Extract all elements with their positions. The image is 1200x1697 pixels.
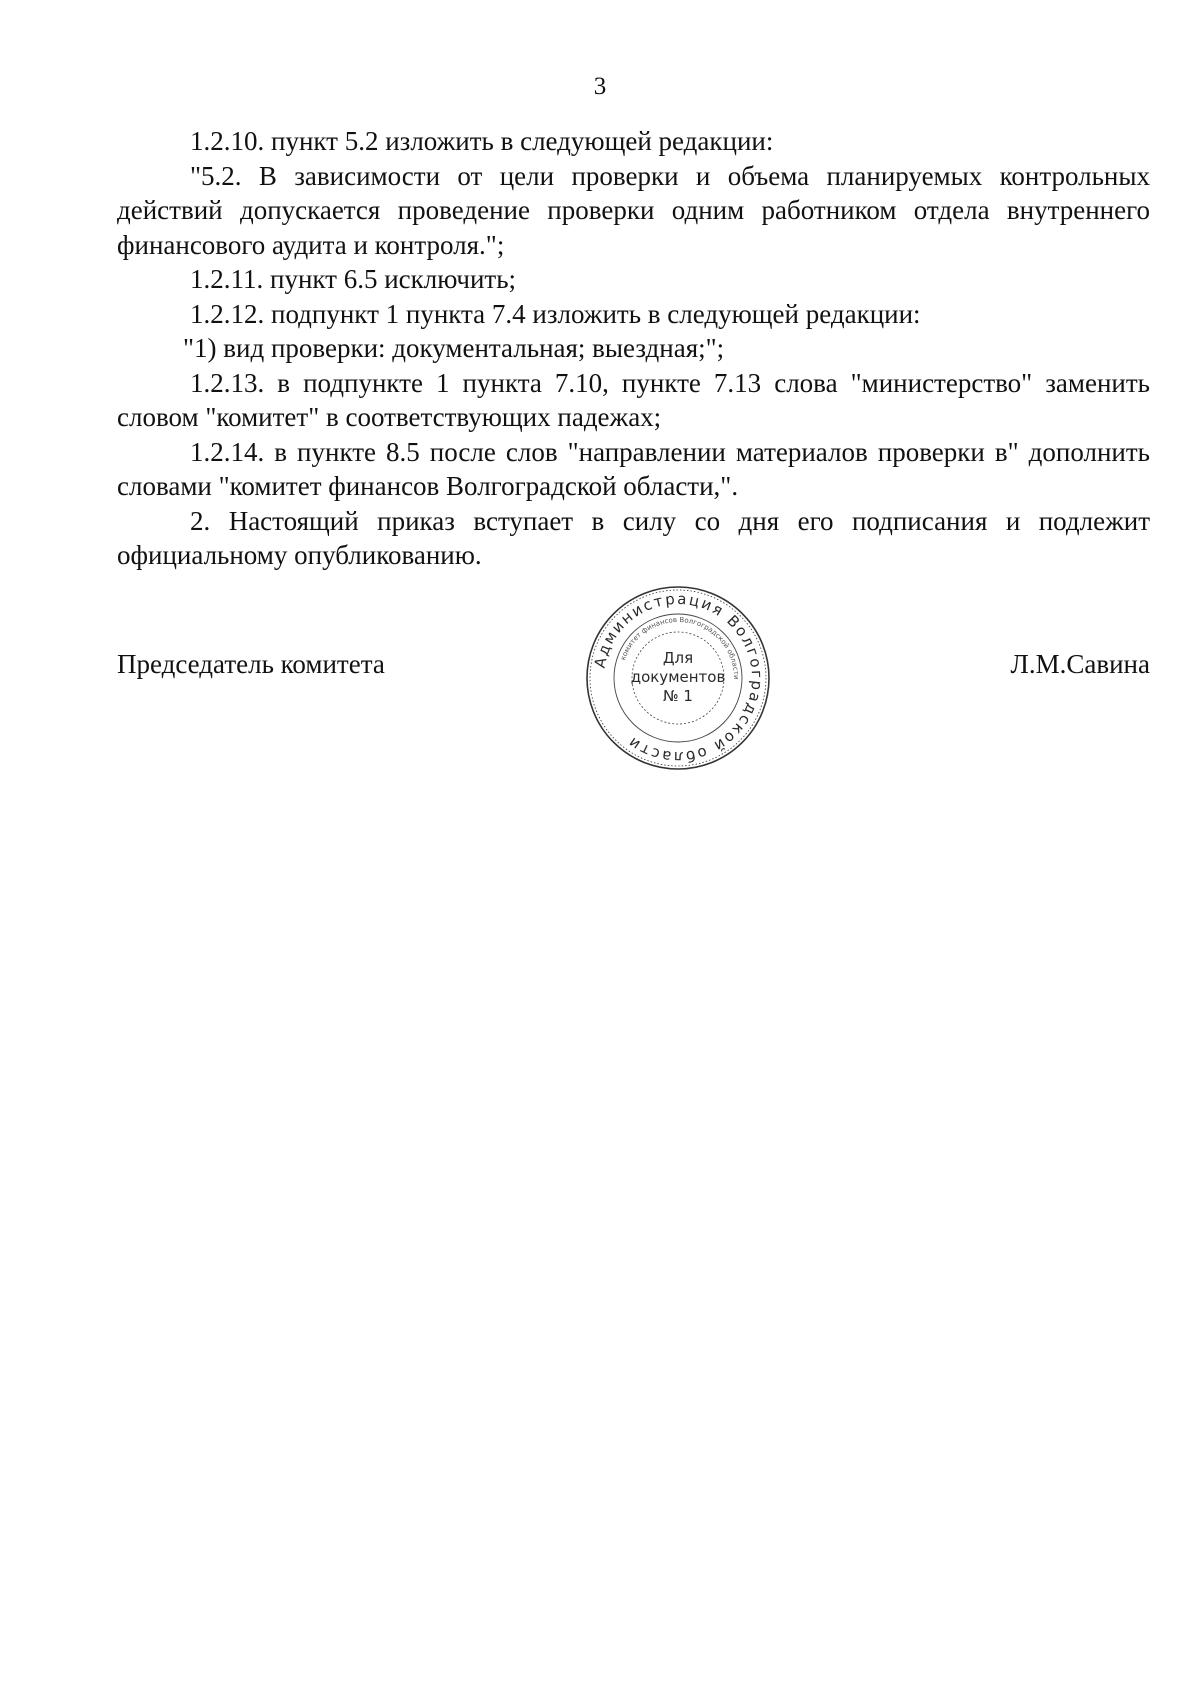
stamp-ring-text: Администрация Волгоградской области [590,589,767,767]
official-seal-stamp [585,585,771,771]
paragraph-1-2-14: 1.2.14. в пункте 8.5 после слов "направлении материалов проверки в" дополнить словами "комитет финансов Волгоградской области,". [117,436,1150,501]
paragraph-quote-5-2: "5.2. В зависимости от цели проверки и объема планируемых контрольных действий допускается проведение проверки одним работником отдела внутреннего финансового аудита и контроля."; [117,160,1150,260]
stamp-inner-ring-text: комитет финансов Волгоградской области [619,615,741,680]
paragraph-1-2-11: 1.2.11. пункт 6.5 исключить; [190,264,517,294]
stamp-center-line-2: документов [630,668,726,686]
paragraph-quote-inspection-type: "1) вид проверки: документальная; выездная;"; [183,333,725,363]
page-number: 3 [593,73,607,100]
document-body [117,124,1150,573]
signer-title: Председатель комитета [117,649,385,679]
stamp-center-line-1: Для [662,649,694,667]
signer-name: Л.М.Савина [1010,649,1150,679]
stamp-center-line-3: № 1 [663,687,693,705]
paragraph-1-2-12: 1.2.12. подпункт 1 пункта 7.4 изложить в следующей редакции: [190,298,921,329]
paragraph-1-2-13: 1.2.13. в подпункте 1 пункта 7.10, пункте 7.13 слова "министерство" заменить словом "комитет" в соответствующих падежах; [117,367,1150,432]
paragraph-2-effective-date: 2. Настоящий приказ вступает в силу со дня его подписания и подлежит официальному опубликованию. [117,505,1150,570]
paragraph-1-2-10: 1.2.10. пункт 5.2 изложить в следующей редакции: [190,126,774,156]
